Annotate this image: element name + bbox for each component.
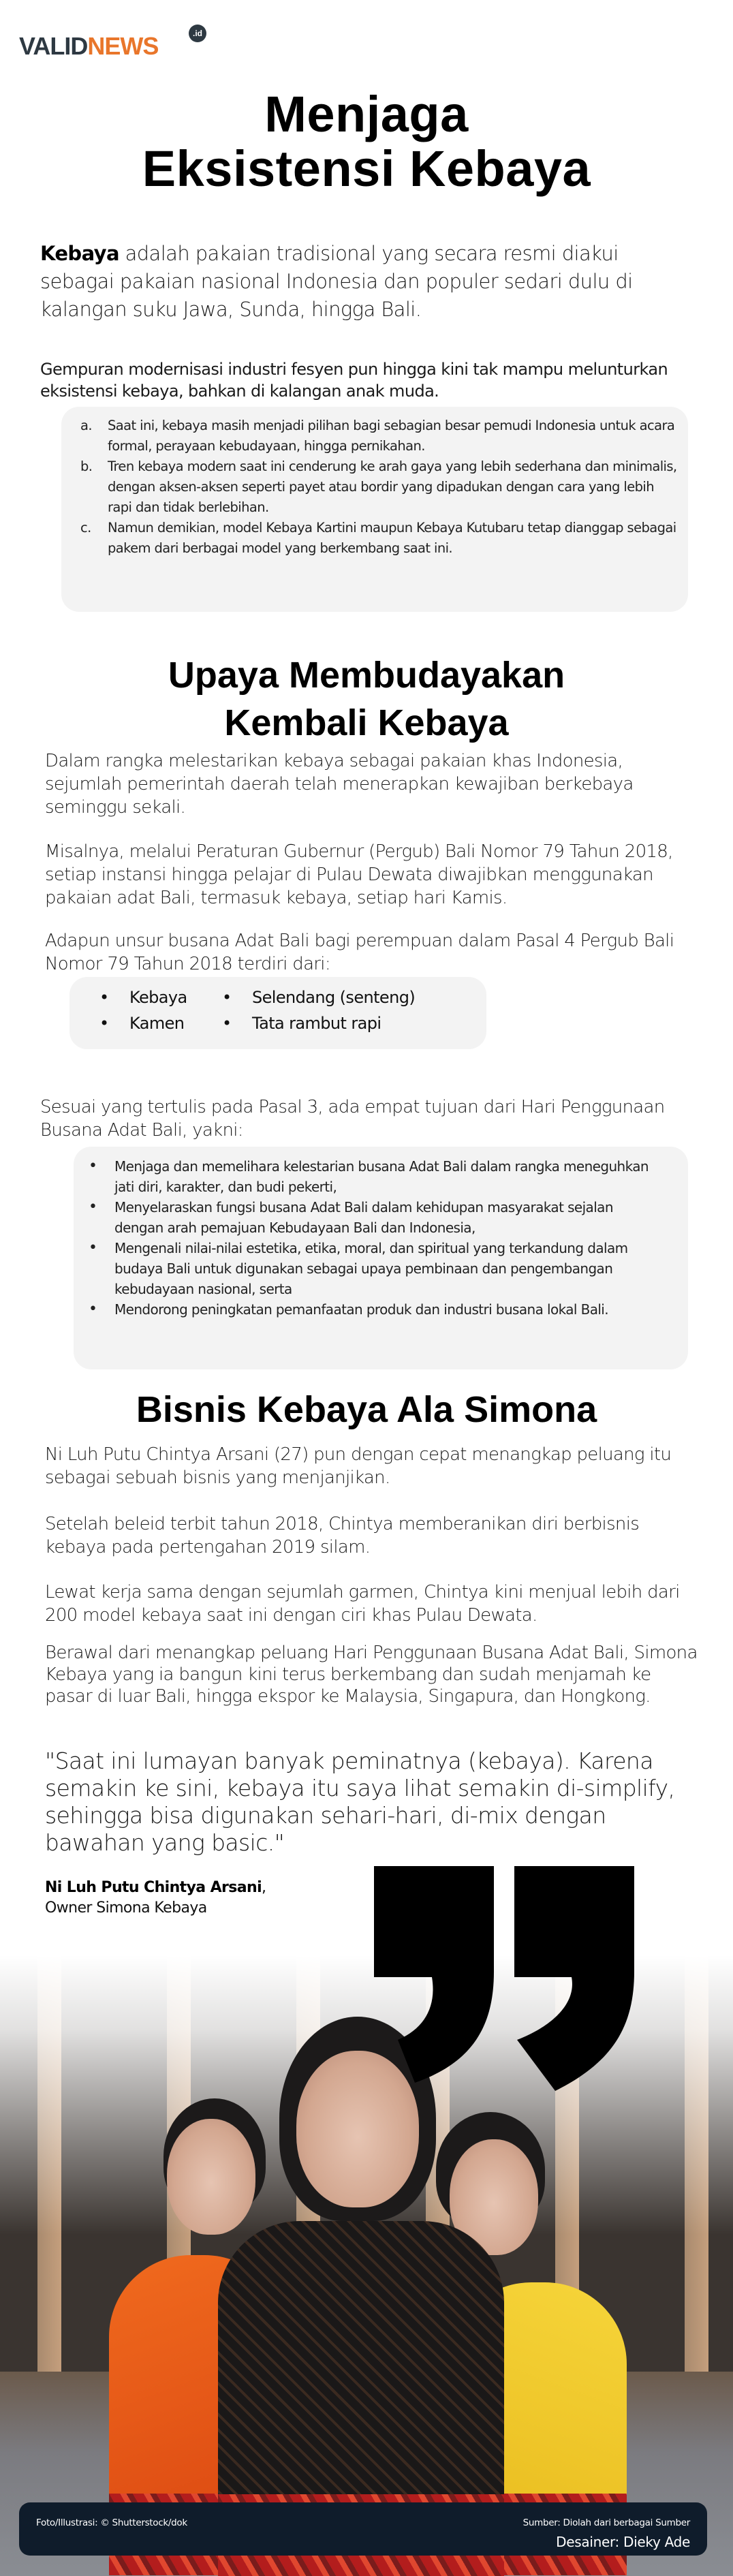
section-heading-bisnis: Bisnis Kebaya Ala Simona <box>136 1389 597 1430</box>
trend-item-text: Namun demikian, model Kebaya Kartini maupun Kebaya Kutubaru tetap dianggap sebagai pakem dari berbagai model yang berkembang saat ini. <box>108 520 676 556</box>
trend-item <box>80 416 680 456</box>
element-item: • Kamen <box>95 1012 218 1034</box>
woman-black-lace-kebaya <box>204 2017 518 2576</box>
author-comma: , <box>262 1879 266 1896</box>
photo-credit: Foto/Illustrasi: © Shutterstock/dok <box>36 2517 187 2528</box>
author-name: Ni Luh Putu Chintya Arsani <box>45 1879 262 1896</box>
goals-intro-paragraph: Sesuai yang tertulis pada Pasal 3, ada empat tujuan dari Hari Penggunaan Busana Adat Bali, yakni: <box>40 1097 665 1140</box>
page-title <box>0 87 733 196</box>
list-marker: a. <box>80 418 92 433</box>
regional-policy-paragraph: Dalam rangka melestarikan kebaya sebagai pakaian khas Indonesia, sejumlah pemerintah daerah telah menerapkan kewajiban berkebaya seminggu sekali. <box>45 751 634 818</box>
quote-author <box>45 1878 266 1919</box>
chintya-paragraph: Ni Luh Putu Chintya Arsani (27) pun dengan cepat menangkap peluang itu sebagai sebuah bisnis yang menjanjikan. <box>45 1444 672 1488</box>
intro-paragraph <box>40 240 694 324</box>
trend-item <box>80 518 680 559</box>
trend-item <box>80 456 680 518</box>
heading-line-1: Upaya Membudayakan <box>168 655 565 696</box>
garment-paragraph: Lewat kerja sama dengan sejumlah garmen, Chintya kini menjual lebih dari 200 model kebaya saat ini dengan ciri khas Pulau Dewata. <box>45 1582 680 1626</box>
logo-id-badge: .id <box>189 25 206 42</box>
goal-item: • Mendorong peningkatan pemanfaatan produk dan industri busana lokal Bali. <box>87 1299 653 1320</box>
goal-item: • Menyelaraskan fungsi busana Adat Bali dalam kehidupan masyarakat sejalan dengan arah pemajuan Kebudayaan Bali dan Indonesia, <box>87 1197 653 1238</box>
goal-item: • Menjaga dan memelihara kelestarian busana Adat Bali dalam rangka meneguhkan jati diri, karakter, dan budi pekerti, <box>87 1156 653 1197</box>
pergub-paragraph: Misalnya, melalui Peraturan Gubernur (Pergub) Bali Nomor 79 Tahun 2018, setiap instansi hingga pelajar di Pulau Dewata diwajibkan menggunakan pakaian adat Bali, termasuk kebaya, setiap hari Kamis. <box>45 841 673 908</box>
list-marker: b. <box>80 459 93 474</box>
owner-quote: "Saat ini lumayan banyak peminatnya (kebaya). Karena semakin ke sini, kebaya itu saya lihat semakin di-simplify, sehingga bisa digunakan sehari-hari, di-mix dengan bawahan yang basic." <box>45 1748 675 1856</box>
trend-item-text: Saat ini, kebaya masih menjadi pilihan bagi sebagian besar pemudi Indonesia untuk acara formal, perayaan kebudayaan, hingga pernikahan. <box>108 418 675 454</box>
title-line-1: Menjaga <box>264 86 469 142</box>
goals-list <box>87 1156 653 1320</box>
goal-item: • Mengenali nilai-nilai estetika, etika, moral, dan spiritual yang terkandung dalam budaya Bali untuk digunakan sebagai upaya pembinaan dan pengembangan kebudayaan nasional, serta <box>87 1238 653 1299</box>
element-item: • Tata rambut rapi <box>218 1012 436 1034</box>
elements-intro-paragraph: Adapun unsur busana Adat Bali bagi perempuan dalam Pasal 4 Pergub Bali Nomor 79 Tahun 2018 terdiri dari: <box>45 931 674 974</box>
closing-quote-icon <box>374 1866 634 2091</box>
title-line-2: Eksistensi Kebaya <box>142 140 591 197</box>
element-item: • Selendang (senteng) <box>218 987 436 1008</box>
heading-line-2: Kembali Kebaya <box>224 702 509 743</box>
elements-list <box>95 987 436 1034</box>
modernization-paragraph: Gempuran modernisasi industri fesyen pun hingga kini tak mampu melunturkan eksistensi kebaya, bahkan di kalangan anak muda. <box>40 360 668 401</box>
source-credit: Sumber: Diolah dari berbagai Sumber <box>523 2517 690 2528</box>
element-item: • Kebaya <box>95 987 218 1008</box>
trend-list <box>80 416 680 559</box>
business-start-paragraph: Setelah beleid terbit tahun 2018, Chintya memberanikan diri berbisnis kebaya pada pertengahan 2019 silam. <box>45 1514 640 1557</box>
credits-footer <box>19 2502 707 2556</box>
export-paragraph: Berawal dari menangkap peluang Hari Penggunaan Busana Adat Bali, Simona Kebaya yang ia bangun kini terus berkembang dan sudah menjamah ke pasar di luar Bali, hingga ekspor ke Malaysia, Singapura, dan Hongkong. <box>45 1643 698 1707</box>
intro-bold-term: Kebaya <box>40 242 119 265</box>
designer-credit: Desainer: Dieky Ade <box>556 2534 690 2550</box>
section-heading-upaya <box>0 651 733 747</box>
author-role: Owner Simona Kebaya <box>45 1899 207 1917</box>
list-marker: c. <box>80 520 91 536</box>
logo-valid-text: VALID <box>19 32 88 60</box>
validnews-logo[interactable] <box>19 25 202 60</box>
intro-text: adalah pakaian tradisional yang secara resmi diakui sebagai pakaian nasional Indonesia dan populer sedari dulu di kalangan suku Jawa, Sunda, hingga Bali. <box>40 242 633 321</box>
trend-item-text: Tren kebaya modern saat ini cenderung ke arah gaya yang lebih sederhana dan minimalis, dengan aksen-aksen seperti payet atau bordir yang dipadukan dengan cara yang lebih rapi dan tidak berlebihan. <box>108 459 677 515</box>
logo-news-text: NEWS <box>87 32 159 60</box>
